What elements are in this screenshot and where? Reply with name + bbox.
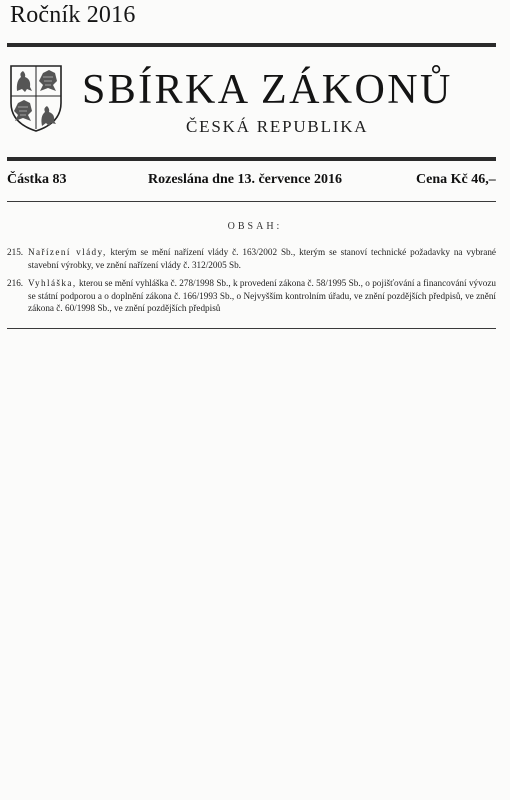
- dispatch-date: Rozeslána dne 13. července 2016: [148, 172, 343, 187]
- contents-item: [7, 246, 496, 271]
- meta-rule: [7, 201, 496, 202]
- header-bottom-rule: [7, 157, 496, 161]
- top-rule: [7, 43, 496, 47]
- item-text: kterým se mění nařízení vlády č. 163/2002 Sb., kterým se stanoví technické požadavky na vybrané stavební výrobky, ve znění nařízení vlády č. 312/2005 Sb.: [28, 247, 496, 270]
- item-type: Vyhláška,: [28, 278, 77, 288]
- contents-heading: OBSAH:: [227, 221, 283, 232]
- contents-item: [7, 277, 496, 315]
- volume-year: Ročník 2016: [10, 2, 136, 28]
- item-text: kterou se mění vyhláška č. 278/1998 Sb., k provedení zákona č. 58/1995 Sb., o pojišťování a financování vývozu se státní podporou a o doplnění zákona č. 166/1993 Sb., o Nejvyšším kontrolním úřadu, ve znění pozdějších předpisů, ve znění zákona č. 60/1998 Sb., ve znění pozdějších předpisů: [28, 278, 496, 313]
- contents-bottom-rule: [7, 328, 496, 329]
- czech-coat-of-arms-icon: [7, 63, 65, 133]
- price: Cena Kč 46,–: [416, 172, 496, 187]
- item-number: 215.: [7, 247, 24, 257]
- issue-number: Částka 83: [7, 172, 67, 187]
- publication-subtitle: ČESKÁ REPUBLIKA: [186, 117, 369, 136]
- publication-title: SBÍRKA ZÁKONŮ: [82, 67, 453, 113]
- item-type: Nařízení vlády,: [28, 247, 107, 257]
- item-number: 216.: [7, 278, 24, 288]
